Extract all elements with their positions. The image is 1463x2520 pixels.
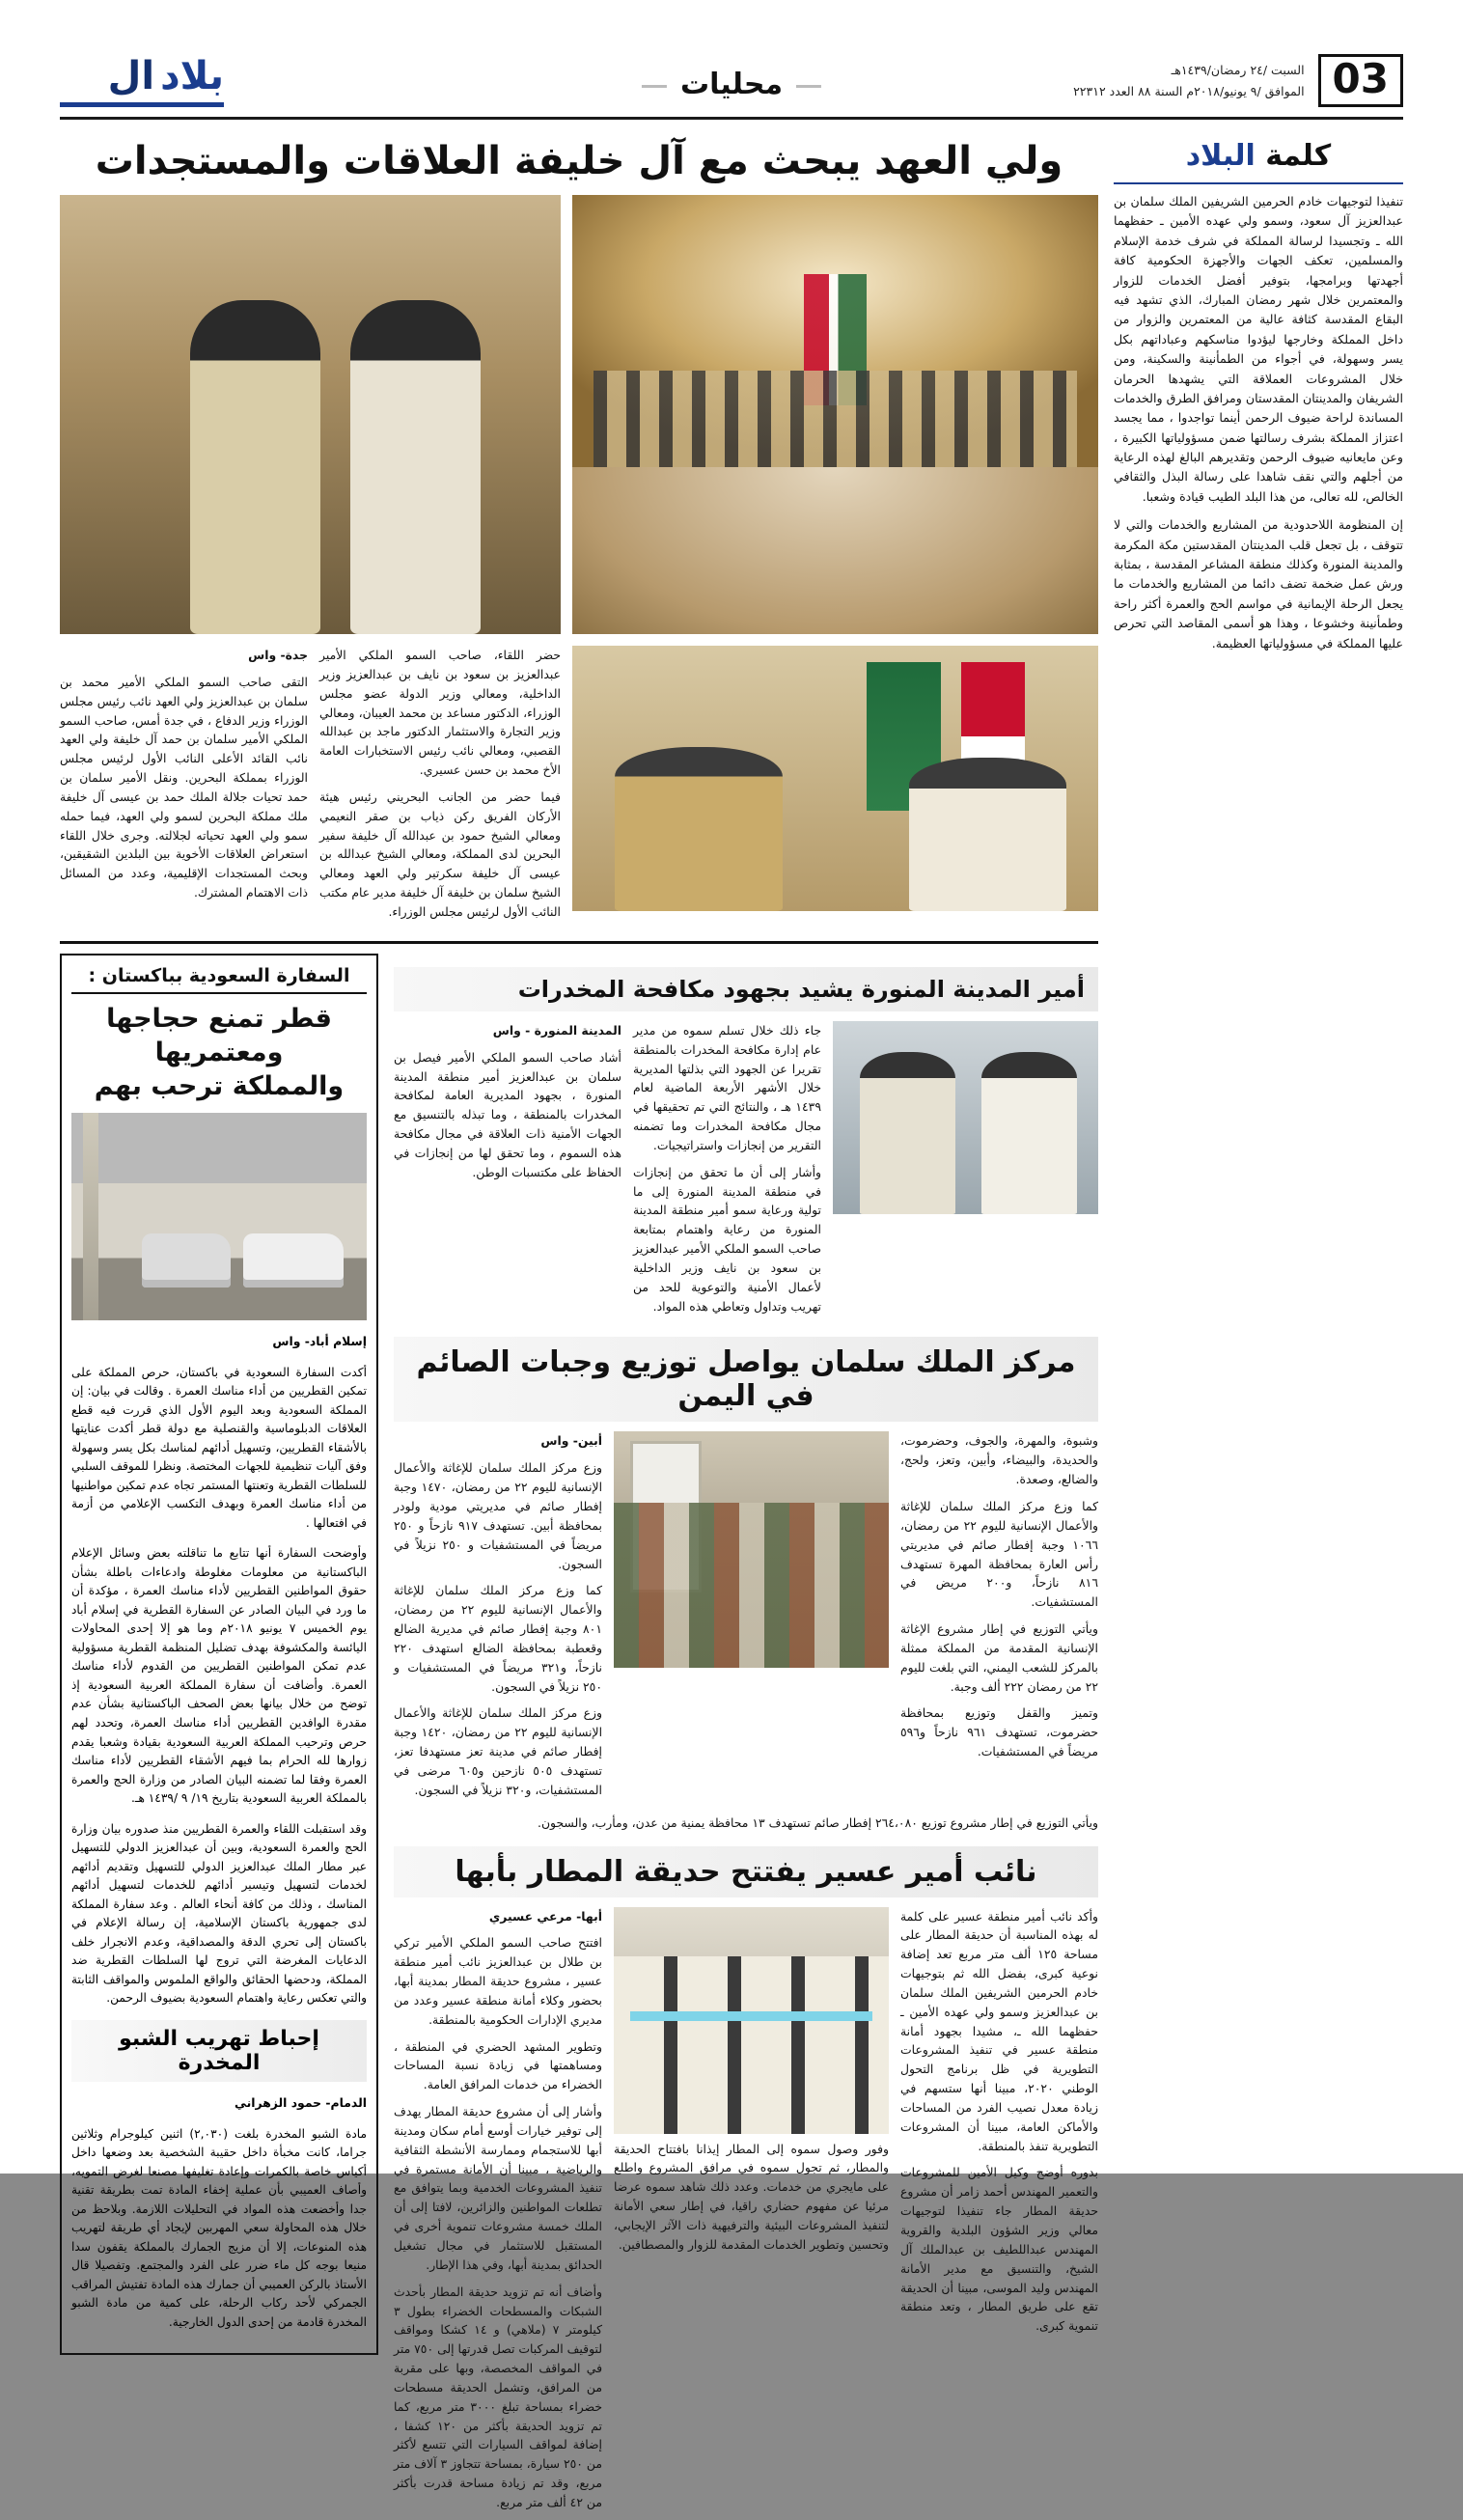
airport-photo-col xyxy=(614,1907,889,2520)
editorial-paragraph: إن المنظومة اللاحدودية من المشاريع والخدمات والتي لا تتوقف ، بل تجعل قلب المدينتان المقدستين مكة المكرمة والمدينة المنورة وكذلك منطقة المشاعر المقدسة ، بمثابة ورش عمل ضخمة تضف دائما من المشاريع والخدمات ما يجعل الرحلة الإيمانية في مواسم الحج والعمرة أكثر راحة وطمأنينة وخشوعا ، وهذا هو أسمى المقاصد التي تحرص عليها المملكة في مسؤولياتها العظيمة. xyxy=(1114,517,1403,651)
lower-section xyxy=(60,954,1098,2520)
airport-paragraph: وأضاف أنه تم تزويد حديقة المطار بأحدث الشبكات والمسطحات الخضراء بطول ٣ كيلومتر ٧ (ملاهي) و ١٤ كشكا ومواقف لتوقيف المركبات تصل قدرتها إلى ٧٥٠ متر في المواقف المخصصة، وبها على مقربة من المرافق، وتشمل الحديقة مسطحات خضراء بمساحة تبلغ ٣٠٠٠ متر مربع، كما تم تزويد الحديقة بأكثر من ١٢٠ كشفا ، إضافة لمواقف السيارات التي تتسع لأكثر من ٢٥٠ سيارة، بمساحة تتجاوز ٣ آلاف متر مربع، وقد تم زيادة مساحة قدرت بأكثر من ٤٢ ألف متر مربع. xyxy=(394,2284,602,2509)
section-title: محليات xyxy=(679,68,784,101)
drugs-byline: الدمام- حمود الزهراني xyxy=(235,2095,367,2111)
lead-paragraph: حضر اللقاء، صاحب السمو الملكي الأمير عبدالعزيز بن سعود بن نايف بن عبدالعزيز وزير الداخلية، ومعالي وزير الدولة عضو مجلس الوزراء، الدكتور مساعد بن محمد العيبان، ومعالي وزير التجارة والاستثمار الدكتور ماجد بن عبدالله القصبي، ومعالي نائب رئيس الاستخبارات العامة الأخ محمد بن حسن عسيري. xyxy=(319,648,561,778)
embassy-body xyxy=(71,1332,367,2008)
lead-text-middle xyxy=(319,646,561,929)
editorial-body xyxy=(1114,192,1403,653)
yemen-paragraph: ويأتي التوزيع في إطار مشروع توزيع ٢٦٤،٠٨٠ إفطار صائم تستهدف ١٣ محافظة يمنية من عدن، ومأرب، والسجون. xyxy=(538,1814,1098,1830)
embassy-box xyxy=(60,954,378,2356)
drugs-body xyxy=(71,2093,367,2332)
embassy-column xyxy=(60,954,378,2520)
airport-headline: نائب أمير عسير يفتتح حديقة المطار بأبها xyxy=(394,1846,1098,1897)
madinah-paragraph: أشاد صاحب السمو الملكي الأمير فيصل بن سلمان بن عبدالعزيز أمير منطقة المدينة المنورة ، بجهود المديرية العامة لمكافحة المخدرات بالمنطقة ، وما تبذله بالتنسيق مع الجهات الأمنية ذات العلاقة في مجال مكافحة هذه السموم ، وما تحقق لها من إنجازات في الحفاظ على مكتسبات الوطن. xyxy=(394,1049,621,1179)
airport-paragraph: افتتح صاحب السمو الملكي الأمير تركي بن طلال بن عبدالعزيز نائب أمير منطقة عسير ، مشروع حديقة المطار بمدينة أبها، بحضور وكلاء أمانة منطقة عسير وعدد من مديري الإدارات الحكومية بالمنطقة. xyxy=(394,1935,602,2027)
brand-name-part1: ال xyxy=(107,54,155,98)
majlis-reception-photo xyxy=(572,195,1098,634)
border-crossing-cars-photo xyxy=(71,1113,367,1320)
embassy-headline xyxy=(71,1002,367,1103)
brand-underline xyxy=(60,102,224,107)
lead-story xyxy=(60,133,1098,929)
airport-text-col3 xyxy=(900,1907,1098,2520)
gregorian-date: الموافق /٩ يونيو/٢٠١٨م السنة ٨٨ العدد ٢٢٣١٢ xyxy=(1073,83,1305,98)
madinah-text-col2 xyxy=(633,1021,821,1324)
madinah-paragraph: جاء ذلك خلال تسلم سموه من مدير عام إدارة مكافحة المخدرات بالمنطقة تقريرا عن الجهود التي بذلتها المديرية خلال الأشهر الأربعة الماضية لعام ١٤٣٩ هـ ، والنتائج التي تم تحقيقها في مجال مكافحة المخدرات وما تضمنه التقرير من إنجازات واستراتيجيات. xyxy=(633,1022,821,1152)
madinah-handshake-photo xyxy=(833,1021,1098,1214)
divider xyxy=(60,941,1098,944)
yemen-text-col3 xyxy=(900,1431,1098,1807)
editorial-title-blue: البلاد xyxy=(1185,139,1256,173)
embassy-kicker: السفارة السعودية بباكستان : xyxy=(71,965,367,994)
yemen-paragraph: وتميز والقفل وتوزيع بمحافظة حضرموت، تستهدف ٩٦١ نازحاً و٥٩٦ مريضاً في المستشفيات. xyxy=(900,1705,1098,1759)
editorial-title xyxy=(1114,133,1403,184)
main-column xyxy=(60,133,1098,2520)
yemen-paragraph: وزع مركز الملك سلمان للإغاثة والأعمال الإنسانية لليوم ٢٢ من رمضان، ١٤٧٠ وجبة إفطار صائم في مديريتي مودية ولودر بمحافظة أبين. تستهدف ٩١٧ نازحاً و ٢٥٠ مريضاً في المستشفيات و ٢٥٠ نزيلاً في السجون. xyxy=(394,1460,603,1571)
embassy-headline-line1: قطر تمنع حجاجها ومعتمريها xyxy=(106,1003,332,1067)
airport-text-col1 xyxy=(394,1907,602,2520)
airport-paragraph: وأشار إلى أن مشروع حديقة المطار يهدف إلى توفير خيارات أوسع أمام سكان ومدينة أبها للاستجمام وممارسة الأنشطة الثقافية والرياضية ، مبينا أن الأمانة مستمرة في تنفيذ المشروعات الخدمية وبما يتوافق مع تطلعات المواطنين والزائرين، لافتا إلى أن الملك خمسة مشروعات تنموية أخرى في المستقبل للاستثمار في مجال تشغيل الحدائق بمدينة أبها، وفي هذا الإطار. xyxy=(394,2104,602,2272)
editorial-column xyxy=(1114,133,1403,2520)
crown-prince-seated-photo xyxy=(572,646,1098,911)
airport-dateline: أبها- مرعي عسيري xyxy=(488,1908,602,1924)
embassy-headline-line2: والمملكة ترحب بهم xyxy=(94,1071,345,1101)
embassy-paragraph: أكدت السفارة السعودية في باكستان، حرص المملكة على تمكين القطريين من أداء مناسك العمرة . وقالت في بيان: إن المملكة السعودية وبعد اليوم الأول الذي قررت فيه قطع العلاقات الدبلوماسية والقنصلية مع دولة قطر أكدت عنايتها بالأشقاء القطريين، وتسهيل أدائهم لمناسك بكل يسر وسهولة وفق آليات تنظيمية للجهات المختصة. ونظرا للموقف السلبي للسلطات القطرية وتعنتها المستمر تجاه عدم تمكين مواطنيها من أداء مناسك العمرة وبهدف التكسب الإعلامي من أزمة في افتعالها . xyxy=(71,1365,367,1530)
yemen-headline: مركز الملك سلمان يواصل توزيع وجبات الصائم في اليمن xyxy=(394,1337,1098,1422)
newspaper-logo xyxy=(60,54,224,98)
date-block xyxy=(1073,54,1403,106)
madinah-story xyxy=(394,967,1098,1324)
embassy-dateline: إسلام أباد- واس xyxy=(272,1334,367,1349)
madinah-paragraph: وأشار إلى أن ما تحقق من إنجازات في منطقة المدينة المنورة إلى ما تولية ورعاية سمو أمير منطقة المدينة المنورة من رعاية واهتمام بمتابعة صاحب السمو الملكي الأمير عبدالعزيز بن سعود بن نايف وزير الداخلية لأعمال الأمنية والتوعوية للحد من تهريب وتداول وتعاطي هذه المواد. xyxy=(633,1164,821,1314)
airport-paragraph: وتطوير المشهد الحضري في المنطقة ، ومساهمتها في زيادة نسبة المساحات الخضراء من خدمات المرافق العامة. xyxy=(394,2038,602,2092)
yemen-paragraph: ويأتي التوزيع في إطار مشروع الإغاثة الإنسانية المقدمة من المملكة ممثلة بالمركز للشعب اليمني، التي بلغت لليوم ٢٢ من رمضان ٢٢٢ ألف وجبة. xyxy=(900,1621,1098,1694)
madinah-headline: أمير المدينة المنورة يشيد بجهود مكافحة المخدرات xyxy=(394,967,1098,1011)
embassy-paragraph: وأوضحت السفارة أنها تتابع ما تناقلته بعض وسائل الإعلام الباكستانية من معلومات مغلوطة وادعاءات باطلة بشأن حقوق المواطنين القطريين لأداء مناسك العمرة ، مؤكدة أن ما ورد في البيان الصادر عن السفارة القطرية في إسلام أباد يوم الخميس ٧ يونيو ٢٠١٨م وما هو إلا إحدى المحاولات اليائسة والمكشوفة بهدف تضليل المنظمة القطرية مسؤولية عدم تمكن المواطنين القطريين من القدوم لأداء مناسك العمرة. وأضافت أن سفارة المملكة العربية السعودية إذ توضح من خلال بيانها بعض الصحف الباكستانية بشأن عدم مقدرة الوافدين القطريين أداء مناسك العمرة، وتحدد لهم حرص وترحيب المملكة العربية السعودية بقيادة وشعبا يقدم زوارها لله الحرام بما فيهم الأشقاء القطريين لأداء مناسك العمرة وفقا لما تضمنه البيان الصادر من وزارة الحج والعمرة بالمملكة العربية السعودية بتاريخ ١٩/ ٩ /١٤٣٩ هـ. xyxy=(71,1546,367,1806)
yemen-paragraph: كما وزع مركز الملك سلمان للإغاثة والأعمال الإنسانية لليوم ٢٢ من رمضان، ٨٠١ وجبة إفطار صائم في مديرية الضالع وقعطبة بمحافظة الضالع استهدف ٢٢٠ نازحاً، و٣٢١ مريضاً في المستشفيات و ٢٥٠ نزيلاً في السجون. xyxy=(394,1583,603,1694)
editorial-paragraph: تنفيذا لتوجيهات خادم الحرمين الشريفين الملك سلمان بن عبدالعزيز آل سعود، وسمو ولي عهده الأمين ـ حفظهما الله ـ وتجسيدا لرسالة المملكة في شرف خدمة الإسلام والمسلمين، تعكف الجهات والأجهزة الحكومية كافة أجهدتها وبرامجها، بتوفير أفضل الخدمات للزوار والمعتمرين خلال شهر رمضان المبارك، الذي تشهد فيه البقاع المقدسة كثافة عالية من المعتمرين والزوار من داخل المملكة وخارجها ليؤدوا مناسكهم وعباداتهم بكل يسر وسهولة، في أجواء من الطمأنينة والسكينة، ومن خلال المشروعات العملاقة التي يشهدها الحرمان الشريفان والمدينتان المقدستان ومرافق الطرق والخدمات المساندة لراحة ضيوف الرحمن أينما تواجدوا ، مما يجسد اعتزاز المملكة بشرف رسالتها ضمن مسؤولياتها الكبيرة ، وعن مايعانيه ضيوف الرحمن وتقديرهم البالغ لهذه الرعاية من أجلهم والتي نقف شاهدا على رسالة البذل والثقافي الخالص، لله تعالى، من هذا البلد الطيب قيادة وشعبا. xyxy=(1114,194,1403,504)
madinah-dateline: المدينة المنورة - واس xyxy=(492,1022,621,1038)
yemen-iftar-distribution-photo xyxy=(614,1431,889,1668)
airport-park-ribbon-cutting-photo xyxy=(614,1907,889,2134)
lead-headline: ولي العهد يبحث مع آل خليفة العلاقات والمستجدات xyxy=(95,139,1063,183)
yemen-story xyxy=(394,1337,1098,1832)
embassy-paragraph: وقد استقبلت اللقاء والعمرة القطريين منذ صدوره بيان وزارة الحج والعمرة السعودية، وبين أن عبدالعزيز الدولي للتسهيل عبر مطار الملك عبدالعزيز الدولي للتسهيل وتقديم أدائهم لخدمات لتسهيل وتيسير أدائهم للخدمات لتسهيل أدائهم المناسك ، وذلك من كافة أنحاء العالم . وعد سفارة المملكة لدى جمهورية باكستان الإسلامية، إن رسالة الإعلام في باكستان إلى تحري الدقة والمصداقية، وعدم الانجرار خلف الدعايات المغرضة التي تروج لها السلطات القطرية ضد المملكة، ودحضها الحقائق والواقع الملموس والمواقف الثابتة والتي تعكس رعاية واهتمام السعودية بضيوف الرحمن. xyxy=(71,1821,367,2006)
yemen-text-col1 xyxy=(394,1431,602,1807)
lead-paragraph: فيما حضر من الجانب البحريني رئيس هيئة الأركان الفريق ركن ذياب بن صقر النعيمي ومعالي الشيخ حمود بن عبدالله آل خليفة سفير البحرين لدى المملكة، ومعالي الشيخ عبدالله بن عيسى آل خليفة سكرتير ولي العهد ومعالي الشيخ سلمان بن خليفة آل خليفة مدير عام مكتب النائب الأول لرئيس مجلس الوزراء. xyxy=(319,789,561,919)
drugs-paragraph: مادة الشبو المخدرة بلغت (٢,٠٣٠) اثنين كيلوجرام وثلاثين جراما، كانت مخبأة داخل حقيبة الشخصية بعد وضعها داخل أكياس خاصة بالكمرات وإعادة تغليفها مصنعا لغرض التمويه، وأصاف العميبي بأن عملية إخفاء المادة تمت بطريقة تقنية جدا وأخضعت هذه المواد في التحليلات اللازمة. وبلاحظ من خلال هذه المحاولة سعي المهربين لإيجاد أي طريقة لتهريب هذه المنوعات، إلا أن مزيج الجمارك بالمملكة يقفون سدا منيعا بوجه كل ماء ضرر على الفرد والمجتمع. وتفصيلا قال الأستاذ بالركن العميبي أن جمارك هذه المادة تفتيش المراقب الجمركي لأحد ركاب الرحلة، على كمية من مادة الشبو المخدرة قادمة من إحدى الدول الخارجية. xyxy=(71,2126,367,2329)
yemen-paragraph: وشبوة، والمهرة، والجوف، وحضرموت، والحديدة، والبيضاء، وأبين، وتعز، ولحج، والضالع، وصعدة. xyxy=(900,1433,1098,1487)
lead-dateline: جدة- واس xyxy=(248,648,308,662)
editorial-title-plain: كلمة xyxy=(1265,139,1332,173)
brand-name-part2: بلاد xyxy=(160,54,224,98)
yemen-paragraph: وزع مركز الملك سلمان للإغاثة والأعمال الإنسانية لليوم ٢٢ من رمضان، ١٤٢٠ وجبة إفطار صائم في مدينة تعز مستهدفا تعز، تستهدف ٥٠٥ نازحين و٦٠٥ مرضى في المستشفيات، و٣٢٠ نزيلاً في السجون. xyxy=(394,1705,603,1797)
crown-prince-walking-photo xyxy=(60,195,561,634)
madinah-text-col1 xyxy=(394,1021,621,1324)
airport-paragraph: وفور وصول سموه إلى المطار إيذانا بافتتاح الحديقة والمطار، ثم تجول سموه في مرافق المشروع واطلع على مايجري من خدمات. وعدد ذلك شاهد سموه عرضا مرئيا عن مفهوم حضاري راقيا، في إطار سعي الأمانة لتنفيذ المشروعات البيئية والترفيهية ذات الآثر الإيجابي، وتحسين وتطوير الخدمات المقدمة للزوار والمصطافين. xyxy=(614,2141,889,2252)
airport-paragraph: وأكد نائب أمير منطقة عسير على كلمة له بهذه المناسبة أن حديقة المطار على مساحة ١٢٥ ألف متر مربع تعد إضافة نوعية كبرى، بفضل الله ثم بتوجيهات خادم الحرمين الشريفين الملك سلمان بن عبدالعزيز وسمو ولي عهده الأمين ـ حفظهما الله ـ، مشيدا بجهود أمانة منطقة عسير في تنفيذ المشروعات التطويرية في ظل برنامج التحول الوطني ٢٠٢٠، مبينا أنها ستسهم في زيادة معدل نصيب الفرد من المساحات والأماكن العامة، مبينا أن المشروعات التطويرية تنفذ بالمنطقة. xyxy=(900,1908,1098,2153)
airport-text-under-photo xyxy=(614,2140,889,2255)
page-content xyxy=(60,133,1403,2520)
brand-block xyxy=(60,54,224,107)
page-number: 03 xyxy=(1318,54,1403,106)
lower-left-stack xyxy=(394,954,1098,2520)
lead-text-right xyxy=(60,646,308,929)
airport-story xyxy=(394,1846,1098,2520)
yemen-dateline: أبين- واس xyxy=(540,1433,602,1449)
hijri-date: السبت /٢٤ رمضان/١٤٣٩هـ xyxy=(1171,63,1305,78)
lead-paragraph: التقى صاحب السمو الملكي الأمير محمد بن سلمان بن عبدالعزيز ولي العهد نائب رئيس مجلس الوزراء وزير الدفاع ، في جدة أمس، صاحب السمو الملكي الأمير سلمان بن حمد آل خليفة ولي العهد نائب القائد الأعلى النائب الأول لرئيس مجلس الوزراء بمملكة البحرين. ونقل الأمير سلمان بن حمد تحيات جلالة الملك حمد بن عيسى آل خليفة ملك مملكة البحرين لسمو ولي العهد، فيما حمله سمو ولي العهد تحياته لجلالته. وجرى خلال اللقاء استعراض العلاقات الأخوية بين البلدين الشقيقين، وبحث المستجدات الإقليمية، وعدد من المسائل ذات الاهتمام المشترك. xyxy=(60,674,308,900)
yemen-paragraph: كما وزع مركز الملك سلمان للإغاثة والأعمال الإنسانية لليوم ٢٢ من رمضان، ١٠٦٦ وجبة إفطار صائم في مديريتي رأس العارة بمحافظة المهرة تستهدف ٨١٦ نازحاً، و٢٠٠ مريض في المستشفيات. xyxy=(900,1499,1098,1610)
airport-paragraph: بدوره أوضح وكيل الأمين للمشروعات والتعمير المهندس أحمد زامر أن مشروع حديقة المطار جاء تنفيذا لتوجيهات معالي وزير الشؤون البلدية والقروية المهندس عبداللطيف بن عبدالملك آل الشيخ، والتنسيق مع مدير الأمانة المهندس وليد الموسى، مبينا أن الحديقة تقع على طريق المطار ، وتعد منطقة تنموية كبرى. xyxy=(900,2165,1098,2334)
yemen-text-bottom xyxy=(394,1814,1098,1833)
drugs-headline: إحباط تهريب الشبو المخدرة xyxy=(71,2020,367,2082)
masthead xyxy=(60,54,1403,120)
